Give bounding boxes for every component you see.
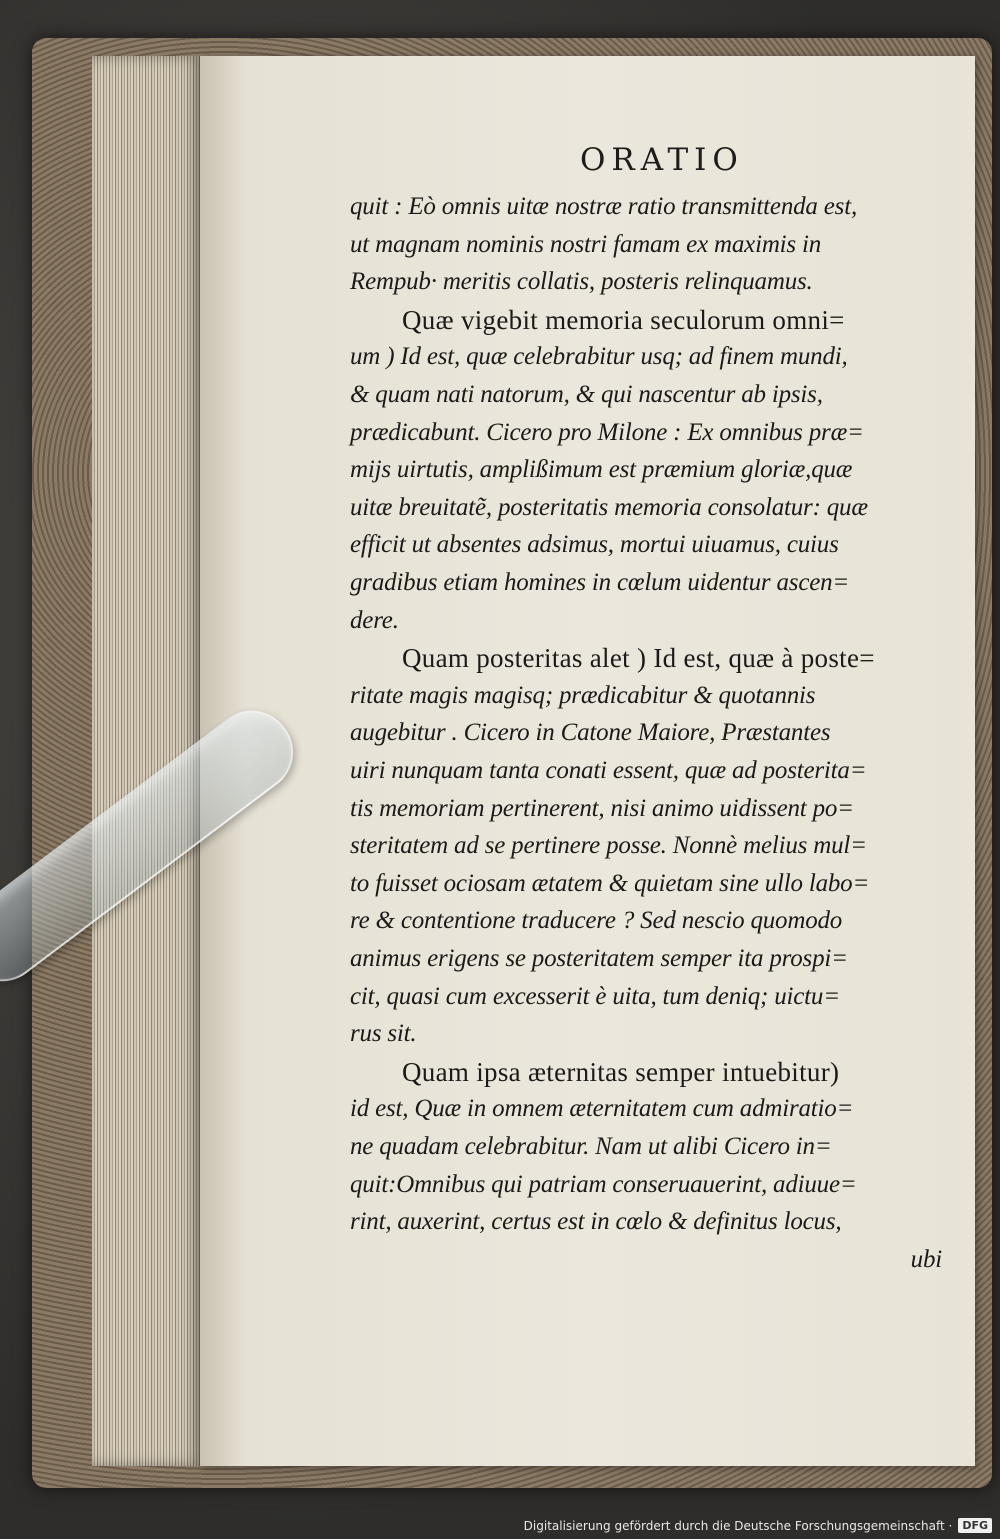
page-header: ORATIO [580, 142, 744, 178]
dfg-logo: DFG [958, 1518, 992, 1533]
text-line: tis memoriam pertinerent, nisi animo uidissent po= [350, 794, 854, 822]
text-line: ritate magis magisq; prædicabitur & quotannis [350, 681, 816, 709]
text-line: id est, Quæ in omnem æternitatem cum admiratio= [350, 1095, 854, 1123]
text-line: re & contentione traducere ? Sed nescio quomodo [350, 907, 843, 935]
text-line: to fuisset ociosam ætatem & quietam sine ullo labo= [350, 869, 870, 897]
text-line: quit:Omnibus qui patriam conseruauerint, adiuue= [350, 1170, 857, 1198]
text-line: Quam posteritas alet ) Id est, quæ à poste= [402, 643, 875, 674]
text-line: Quæ vigebit memoria seculorum omni= [402, 304, 845, 335]
text-line: dere. [350, 606, 399, 634]
text-line: rint, auxerint, certus est in cœlo & definitus locus, [350, 1208, 842, 1236]
text-line: quit : Eò omnis uitæ nostræ ratio transmittenda est, [350, 193, 857, 220]
text-line: & quam nati natorum, & qui nascentur ab ipsis, [350, 381, 823, 408]
text-line: Quam ipsa æternitas semper intuebitur) [402, 1056, 840, 1087]
text-line: um ) Id est, quæ celebrabitur usq; ad finem mundi, [350, 343, 848, 371]
digitization-credit [524, 1518, 992, 1533]
text-line: ut magnam nominis nostri famam ex maximis in [350, 230, 822, 258]
text-line: animus erigens se posteritatem semper ita prospi= [350, 945, 848, 972]
text-line: uiri nunquam tanta conati essent, quæ ad posterita= [350, 757, 867, 784]
text-line: uitæ breuitatẽ, posteritatis memoria consolatur: quæ [350, 493, 868, 521]
text-line: mijs uirtutis, amplißimum est præmium gloriæ,quæ [350, 456, 853, 484]
credit-text: Digitalisierung gefördert durch die Deutsche Forschungsgemeinschaft · [523, 1518, 953, 1533]
text-line: gradibus etiam homines in cœlum uidentur ascen= [350, 569, 850, 596]
text-line: ubi [910, 1245, 942, 1273]
text-line: Rempub· meritis collatis, posteris relinquamus. [350, 268, 813, 296]
text-line: efficit ut absentes adsimus, mortui uiuamus, cuius [350, 531, 839, 559]
text-line: ne quadam celebrabitur. Nam ut alibi Cicero in= [350, 1133, 832, 1160]
text-line: prædicabunt. Cicero pro Milone : Ex omnibus præ= [350, 418, 864, 446]
text-line: augebitur . Cicero in Catone Maiore, Præstantes [350, 719, 831, 747]
text-line: rus sit. [350, 1020, 417, 1048]
text-line: cit, quasi cum excesserit è uita, tum deniq; uictu= [350, 982, 840, 1010]
text-line: steritatem ad se pertinere posse. Nonnè melius mul= [350, 832, 867, 860]
